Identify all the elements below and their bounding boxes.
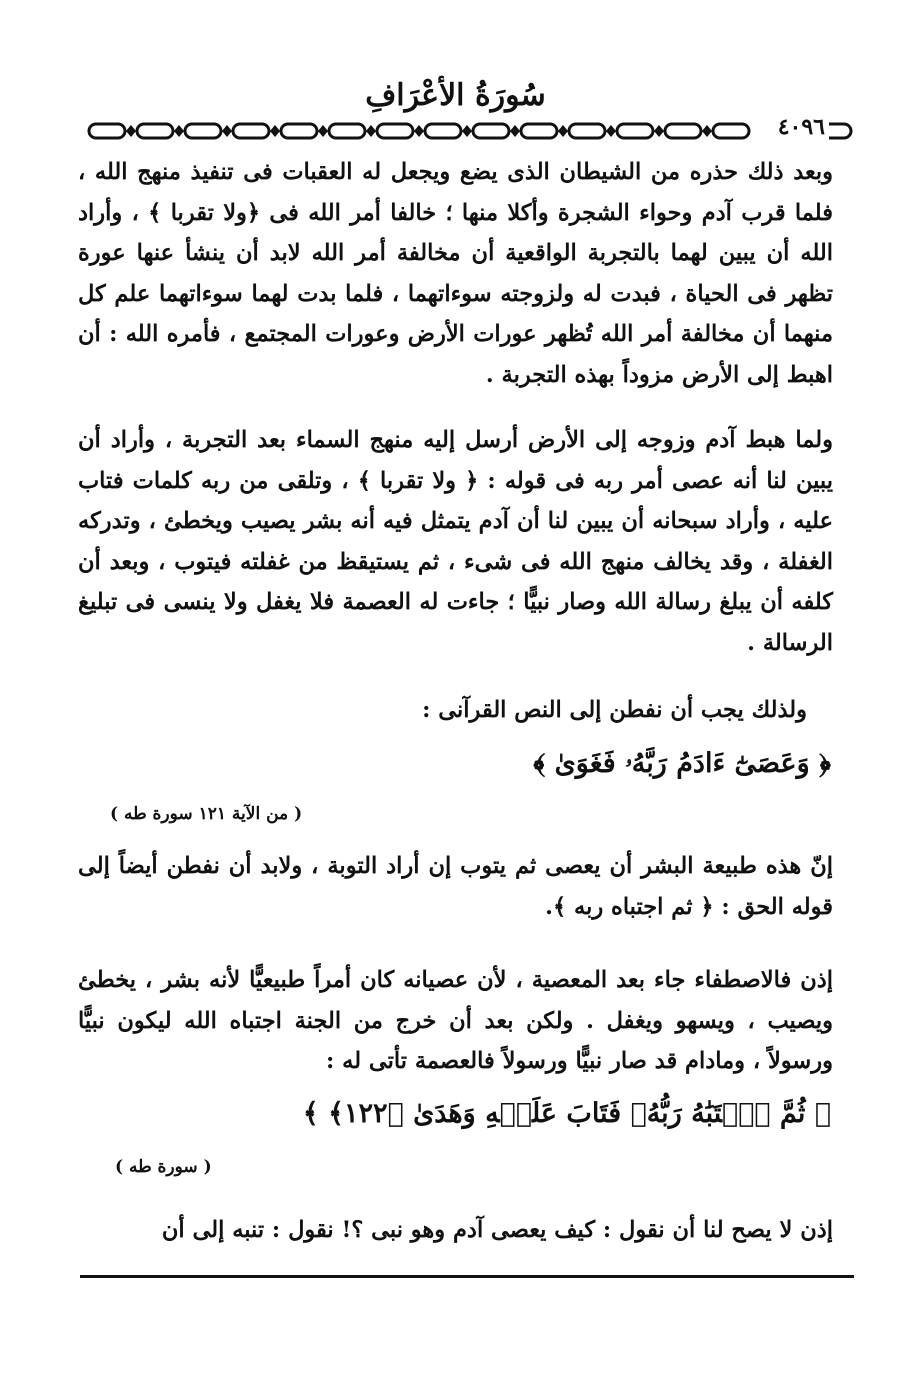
paragraph-text: إذن لا يصح لنا أن نقول : كيف يعصى آدم وهو نبى ؟! نقول : تنبه إلى أن — [161, 1217, 833, 1243]
paragraph-2 — [78, 420, 833, 663]
paragraph-6 — [78, 1210, 833, 1251]
paragraph-5 — [78, 960, 833, 1082]
decorative-border — [85, 119, 855, 143]
paragraph-text: وبعد ذلك حذره من الشيطان الذى يضع ويجعل له العقبات فى تنفيذ منهج الله ، فلما قرب آدم وحواء الشجرة وأكلا منها ؛ خالفا أمر الله فى ﴿ولا تقربا ﴾ ، وأراد الله أن يبين لهما بالتجربة الواقعية أن مخالفة أمر الله لابد أن ينشأ عنها عورة تظهر فى الحياة ، فبدت له ولزوجته سوءاتهما ، فلما بدت لهما سوءاتهما علم كل منهما أن مخالفة أمر الله تُظهر عورات الأرض وعورات المجتمع ، فأمره الله : أن اهبط إلى الأرض مزوداً بهذه التجربة . — [78, 159, 833, 388]
paragraph-1 — [78, 152, 833, 395]
surah-title: سُورَةُ الأعْرَافِ — [365, 78, 546, 113]
footer-rule — [80, 1275, 854, 1278]
verse-reference-2: ( سورة طه ) — [115, 1157, 212, 1177]
paragraph-4 — [78, 846, 833, 927]
quran-verse-1: ﴿ وَعَصَىٰٓ ءَادَمُ رَبَّهُۥ فَغَوَىٰ ﴾ — [533, 748, 831, 779]
page-number: ٤٠٩٦ — [774, 114, 829, 140]
quran-verse-2: ﴿ ثُمَّ ٱجۡتَبَٰهُ رَبُّهُۥ فَتَابَ عَلَيۡهِ وَهَدَىٰ ﴿١٢٢﴾ ﴾ — [302, 1098, 831, 1129]
paragraph-text: ولذلك يجب أن نفطن إلى النص القرآنى : — [422, 697, 807, 723]
paragraph-3 — [78, 690, 833, 731]
paragraph-text: إنّ هذه طبيعة البشر أن يعصى ثم يتوب إن أراد التوبة ، ولابد أن نفطن أيضاً إلى قوله الحق : ﴿ ثم اجتباه ربه ﴾. — [78, 853, 833, 920]
paragraph-text: ولما هبط آدم وزوجه إلى الأرض أرسل إليه منهج السماء بعد التجربة ، وأراد أن يبين لنا أنه عصى أمر ربه فى قوله : ﴿ ولا تقربا ﴾ ، وتلقى من ربه كلمات فتاب عليه ، وأراد سبحانه أن يبين لنا أن آدم يتمثل فيه أنه بشر يصيب ويخطئ ، وتدركه الغفلة ، وقد يخالف منهج الله فى شىء ، ثم يستيقظ من غفلته فيتوب ، وبعد أن كلفه أن يبلغ رسالة الله وصار نبيًّا ؛ جاءت له العصمة فلا يغفل ولا ينسى فى تبليغ الرسالة . — [78, 427, 833, 656]
paragraph-text: إذن فالاصطفاء جاء بعد المعصية ، لأن عصيانه كان أمراً طبيعيًّا لأنه بشر ، يخطئ ويصيب ، ويسهو ويغفل . ولكن بعد أن خرج من الجنة اجتباه الله ليكون نبيًّا ورسولاً ، ومادام قد صار نبيًّا ورسولاً فالعصمة تأتى له : — [78, 967, 833, 1074]
verse-reference-1: ( من الآية ١٢١ سورة طه ) — [110, 804, 303, 824]
